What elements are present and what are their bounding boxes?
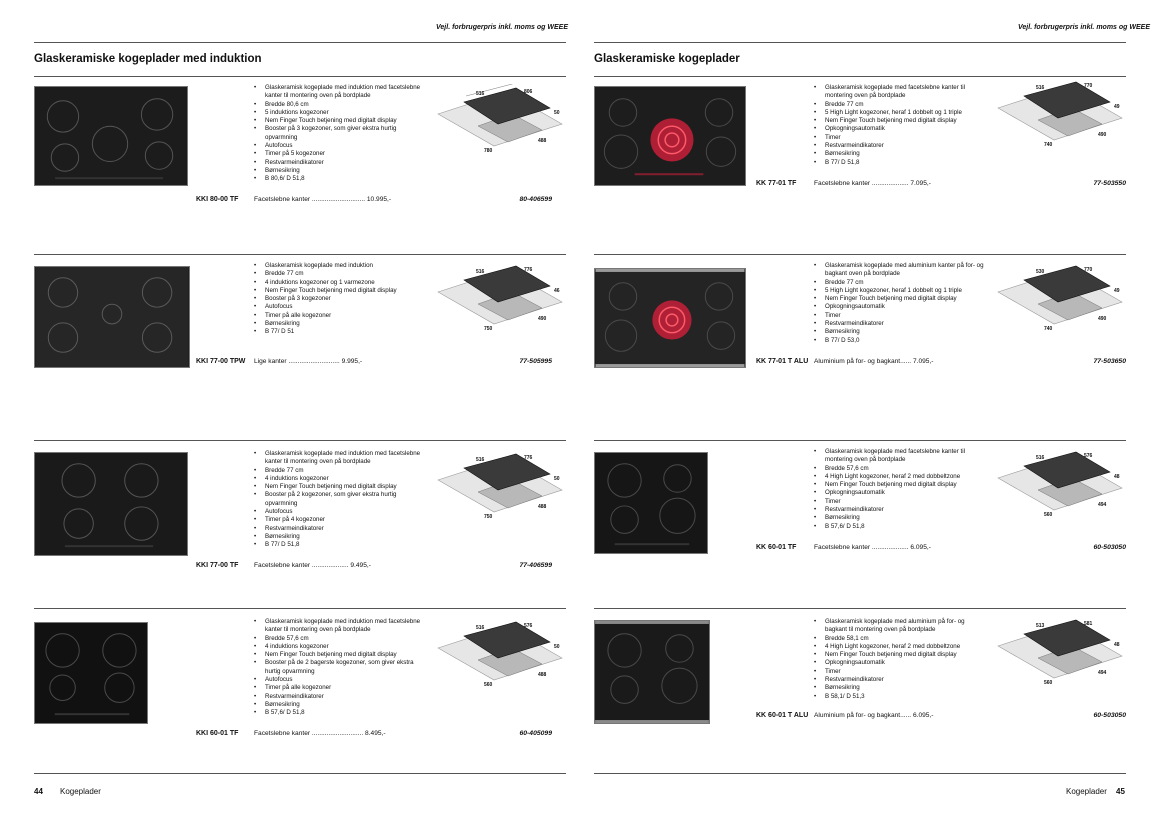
feature-item: • Glaskeramisk kogeplade med induktion med facetslebne kanter til montering oven på bordplade [254, 450, 424, 467]
product-entry [594, 254, 1126, 414]
hob-illustration [35, 623, 147, 723]
feature-item: • Børnesikring [254, 167, 424, 175]
feature-item: • B 57,6/ D 51,8 [814, 523, 984, 531]
hob-illustration [35, 453, 187, 555]
article-number: 60-503050 [1093, 712, 1126, 719]
feature-list [254, 618, 424, 718]
dimension-diagram [996, 262, 1124, 338]
feature-item: • Autofocus [254, 508, 424, 516]
article-number: 60-503050 [1093, 544, 1126, 551]
feature-item: • Børnesikring [814, 684, 984, 692]
right-page [580, 0, 1160, 820]
product-entry [594, 608, 1126, 768]
entry-divider [34, 254, 566, 255]
feature-item: • Restvarmeindikatorer [814, 320, 984, 328]
header-rule [594, 42, 1126, 43]
page-label: Kogeplader [60, 787, 101, 796]
product-entry [34, 254, 566, 414]
feature-item: • Opkogningsautomatik [814, 489, 984, 497]
feature-item: • Nem Finger Touch betjening med digitalt display [814, 117, 984, 125]
dim-cutout-width: 740 [1044, 142, 1053, 148]
article-number: 77-505995 [519, 358, 552, 365]
feature-item: • Timer [814, 498, 984, 506]
dim-height: 50 [554, 110, 560, 116]
feature-item: • B 77/ D 51 [254, 328, 424, 336]
feature-item: • Bredde 77 cm [254, 270, 424, 278]
article-number: 80-406599 [519, 196, 552, 203]
dim-height: 48 [1114, 474, 1120, 480]
hob-illustration [595, 87, 745, 185]
feature-item: • Restvarmeindikatorer [814, 506, 984, 514]
dim-depth: 530 [1036, 269, 1045, 275]
article-number: 77-406599 [519, 562, 552, 569]
feature-list [254, 450, 424, 550]
feature-list [254, 84, 424, 184]
feature-item: • Nem Finger Touch betjening med digitalt display [254, 287, 424, 295]
dimension-diagram [996, 448, 1124, 524]
feature-item: • Glaskeramisk kogeplade med facetslebne kanter til montering oven på bordplade [814, 84, 984, 101]
dim-cutout-depth: 490 [538, 316, 547, 322]
feature-item: • Børnesikring [814, 514, 984, 522]
page-label: Kogeplader [1066, 787, 1107, 796]
dim-height: 48 [1114, 642, 1120, 648]
feature-item: • Bredde 77 cm [254, 467, 424, 475]
feature-item: • Børnesikring [254, 701, 424, 709]
product-entry [34, 76, 566, 236]
price-note: Vejl. forbrugerpris inkl. moms og WEEE [1018, 24, 1150, 31]
feature-item: • 5 High Light kogezoner, heraf 1 dobbelt og 1 triple [814, 287, 984, 295]
product-photo [594, 620, 710, 724]
dim-depth: 516 [1036, 455, 1045, 461]
price-note: Vejl. forbrugerpris inkl. moms og WEEE [436, 24, 568, 31]
feature-item: • Restvarmeindikatorer [814, 142, 984, 150]
dim-width: 770 [1084, 267, 1093, 273]
dimension-diagram [436, 84, 564, 160]
product-photo [34, 622, 148, 724]
feature-item: • Glaskeramisk kogeplade med induktion med facetslebne kanter til montering oven på bordplade [254, 84, 424, 101]
product-photo [34, 266, 190, 368]
model-name: KKI 80-00 TF [196, 196, 239, 203]
feature-item: • Bredde 77 cm [814, 279, 984, 287]
dim-cutout-width: 750 [484, 514, 493, 520]
entry-divider [34, 440, 566, 441]
dim-cutout-width: 740 [1044, 326, 1053, 332]
dim-depth: 516 [476, 457, 485, 463]
product-photo [34, 86, 188, 186]
dimension-diagram [996, 78, 1124, 154]
dim-height: 49 [1114, 288, 1120, 294]
feature-item: • B 77/ D 51,8 [254, 541, 424, 549]
feature-item: • Børnesikring [254, 533, 424, 541]
header-rule [34, 42, 566, 43]
product-entry [34, 608, 566, 768]
model-name: KK 60-01 TF [756, 544, 797, 551]
feature-item: • Autofocus [254, 142, 424, 150]
entry-divider [594, 254, 1126, 255]
feature-item: • Restvarmeindikatorer [254, 525, 424, 533]
model-name: KKI 77-00 TF [196, 562, 239, 569]
product-photo [594, 86, 746, 186]
feature-item: • Restvarmeindikatorer [254, 693, 424, 701]
dim-cutout-width: 750 [484, 326, 493, 332]
feature-item: • Opkogningsautomatik [814, 659, 984, 667]
feature-item: • 5 High Light kogezoner, heraf 1 dobbelt og 1 triple [814, 109, 984, 117]
feature-item: • Booster på 2 kogezoner, som giver ekstra hurtig opvarmning [254, 491, 424, 508]
feature-item: • Børnesikring [814, 328, 984, 336]
feature-item: • Bredde 77 cm [814, 101, 984, 109]
feature-item: • Opkogningsautomatik [814, 125, 984, 133]
feature-item: • Booster på 3 kogezoner [254, 295, 424, 303]
feature-item: • Restvarmeindikatorer [254, 159, 424, 167]
dim-cutout-depth: 494 [1098, 502, 1107, 508]
entry-divider [594, 608, 1126, 609]
product-photo [594, 452, 708, 554]
article-number: 77-503650 [1093, 358, 1126, 365]
price-line: Facetslebne kanter ............................. 10.995,- [254, 196, 392, 203]
dim-cutout-depth: 488 [538, 138, 547, 144]
dim-depth: 516 [476, 91, 485, 97]
product-photo [34, 452, 188, 556]
feature-item: • Timer [814, 134, 984, 142]
dim-cutout-width: 560 [1044, 512, 1053, 518]
feature-item: • Bredde 58,1 cm [814, 635, 984, 643]
feature-item: • Restvarmeindikatorer [814, 676, 984, 684]
footer-rule [34, 773, 566, 774]
dim-cutout-width: 560 [484, 682, 493, 688]
feature-item: • Booster på de 2 bagerste kogezoner, som giver ekstra hurtig opvarmning [254, 659, 424, 676]
feature-item: • 4 induktions kogezoner og 1 varmezone [254, 279, 424, 287]
dim-height: 50 [554, 476, 560, 482]
feature-item: • 5 induktions kogezoner [254, 109, 424, 117]
feature-item: • B 57,6/ D 51,8 [254, 709, 424, 717]
entry-divider [594, 440, 1126, 441]
page-number: 44 [34, 787, 43, 796]
dim-cutout-depth: 488 [538, 672, 547, 678]
feature-item: • Timer [814, 312, 984, 320]
article-number: 60-405099 [519, 730, 552, 737]
feature-list [814, 262, 984, 345]
product-entry [594, 440, 1126, 600]
feature-item: • Timer på alle kogezoner [254, 312, 424, 320]
price-line: Facetslebne kanter .................... 9.495,- [254, 562, 371, 569]
dimension-diagram [436, 618, 564, 694]
price-line: Facetslebne kanter .................... 7.095,- [814, 180, 931, 187]
feature-item: • Glaskeramisk kogeplade med induktion [254, 262, 424, 270]
feature-item: • Glaskeramisk kogeplade med facetslebne kanter til montering oven på bordplade [814, 448, 984, 465]
price-line: Aluminium på for- og bagkant...... 7.095,- [814, 358, 934, 365]
dim-cutout-width: 780 [484, 148, 493, 154]
model-name: KKI 60-01 TF [196, 730, 239, 737]
dim-width: 776 [524, 267, 533, 273]
dim-depth: 516 [1036, 85, 1045, 91]
page-number: 45 [1116, 787, 1125, 796]
feature-item: • Timer på 4 kogezoner [254, 516, 424, 524]
hob-illustration [35, 87, 187, 185]
product-photo [594, 268, 746, 368]
section-title: Glaskeramiske kogeplader med induktion [34, 53, 262, 65]
hob-illustration [595, 621, 709, 723]
dim-width: 776 [524, 455, 533, 461]
hob-illustration [595, 453, 707, 553]
dim-height: 46 [554, 288, 560, 294]
feature-item: • 4 High Light kogezoner, heraf 2 med dobbeltzone [814, 643, 984, 651]
price-line: Aluminium på for- og bagkant...... 6.095,- [814, 712, 934, 719]
product-entry [594, 76, 1126, 236]
feature-item: • B 58,1/ D 51,3 [814, 693, 984, 701]
dim-cutout-depth: 490 [1098, 132, 1107, 138]
feature-list [814, 84, 984, 167]
feature-item: • B 77/ D 53,0 [814, 337, 984, 345]
hob-illustration [35, 267, 189, 367]
entry-divider [34, 76, 566, 77]
dimension-diagram [996, 616, 1124, 692]
feature-item: • 4 induktions kogezoner [254, 643, 424, 651]
feature-item: • Nem Finger Touch betjening med digitalt display [254, 483, 424, 491]
feature-item: • Glaskeramisk kogeplade med aluminium på for- og bagkant til montering oven på bordplade [814, 618, 984, 635]
model-name: KK 60-01 T ALU [756, 712, 809, 719]
dim-depth: 516 [476, 269, 485, 275]
dim-cutout-depth: 494 [1098, 670, 1107, 676]
hob-illustration [595, 269, 745, 367]
price-line: Facetslebne kanter .................... 6.095,- [814, 544, 931, 551]
feature-item: • Bredde 80,6 cm [254, 101, 424, 109]
feature-item: • Autofocus [254, 676, 424, 684]
product-entry [34, 440, 566, 600]
dim-width: 806 [524, 89, 533, 95]
article-number: 77-503550 [1093, 180, 1126, 187]
feature-item: • Bredde 57,6 cm [254, 635, 424, 643]
feature-item: • Bredde 57,6 cm [814, 465, 984, 473]
model-name: KKI 77-00 TPW [196, 358, 246, 365]
dim-width: 576 [1084, 453, 1093, 459]
feature-item: • Glaskeramisk kogeplade med induktion med facetslebne kanter til montering oven på bordplade [254, 618, 424, 635]
feature-list [814, 618, 984, 701]
feature-item: • Timer på 5 kogezoner [254, 150, 424, 158]
feature-item: • Nem Finger Touch betjening med digitalt display [254, 117, 424, 125]
feature-item: • Autofocus [254, 303, 424, 311]
feature-item: • 4 induktions kogezoner [254, 475, 424, 483]
dim-width: 576 [524, 623, 533, 629]
feature-item: • 4 High Light kogezoner, heraf 2 med dobbeltzone [814, 473, 984, 481]
dim-cutout-width: 560 [1044, 680, 1053, 686]
dim-height: 49 [1114, 104, 1120, 110]
feature-item: • B 80,6/ D 51,8 [254, 175, 424, 183]
feature-item: • Opkogningsautomatik [814, 303, 984, 311]
feature-item: • Børnesikring [814, 150, 984, 158]
model-name: KK 77-01 TF [756, 180, 797, 187]
model-name: KK 77-01 T ALU [756, 358, 809, 365]
price-line: Lige kanter ............................ 9.995,- [254, 358, 363, 365]
feature-item: • B 77/ D 51,8 [814, 159, 984, 167]
dim-width: 581 [1084, 621, 1093, 627]
feature-item: • Nem Finger Touch betjening med digitalt display [814, 295, 984, 303]
feature-list [814, 448, 984, 531]
feature-item: • Timer på alle kogezoner [254, 684, 424, 692]
section-title: Glaskeramiske kogeplader [594, 53, 740, 65]
feature-item: • Timer [814, 668, 984, 676]
feature-list [254, 262, 424, 337]
dimension-diagram [436, 262, 564, 338]
dim-width: 770 [1084, 83, 1093, 89]
feature-item: • Nem Finger Touch betjening med digitalt display [814, 481, 984, 489]
entry-divider [34, 608, 566, 609]
feature-item: • Booster på 3 kogezoner, som giver ekstra hurtig opvarmning [254, 125, 424, 142]
dim-height: 50 [554, 644, 560, 650]
feature-item: • Nem Finger Touch betjening med digitalt display [254, 651, 424, 659]
feature-item: • Glaskeramisk kogeplade med aluminium kanter på for- og bagkant oven på bordplade [814, 262, 984, 279]
footer-rule [594, 773, 1126, 774]
entry-divider [594, 76, 1126, 77]
feature-item: • Børnesikring [254, 320, 424, 328]
dim-cutout-depth: 488 [538, 504, 547, 510]
feature-item: • Nem Finger Touch betjening med digitalt display [814, 651, 984, 659]
dim-depth: 513 [1036, 623, 1045, 629]
dim-cutout-depth: 490 [1098, 316, 1107, 322]
dimension-diagram [436, 450, 564, 526]
price-line: Facetslebne kanter ............................ 8.495,- [254, 730, 386, 737]
dim-depth: 516 [476, 625, 485, 631]
